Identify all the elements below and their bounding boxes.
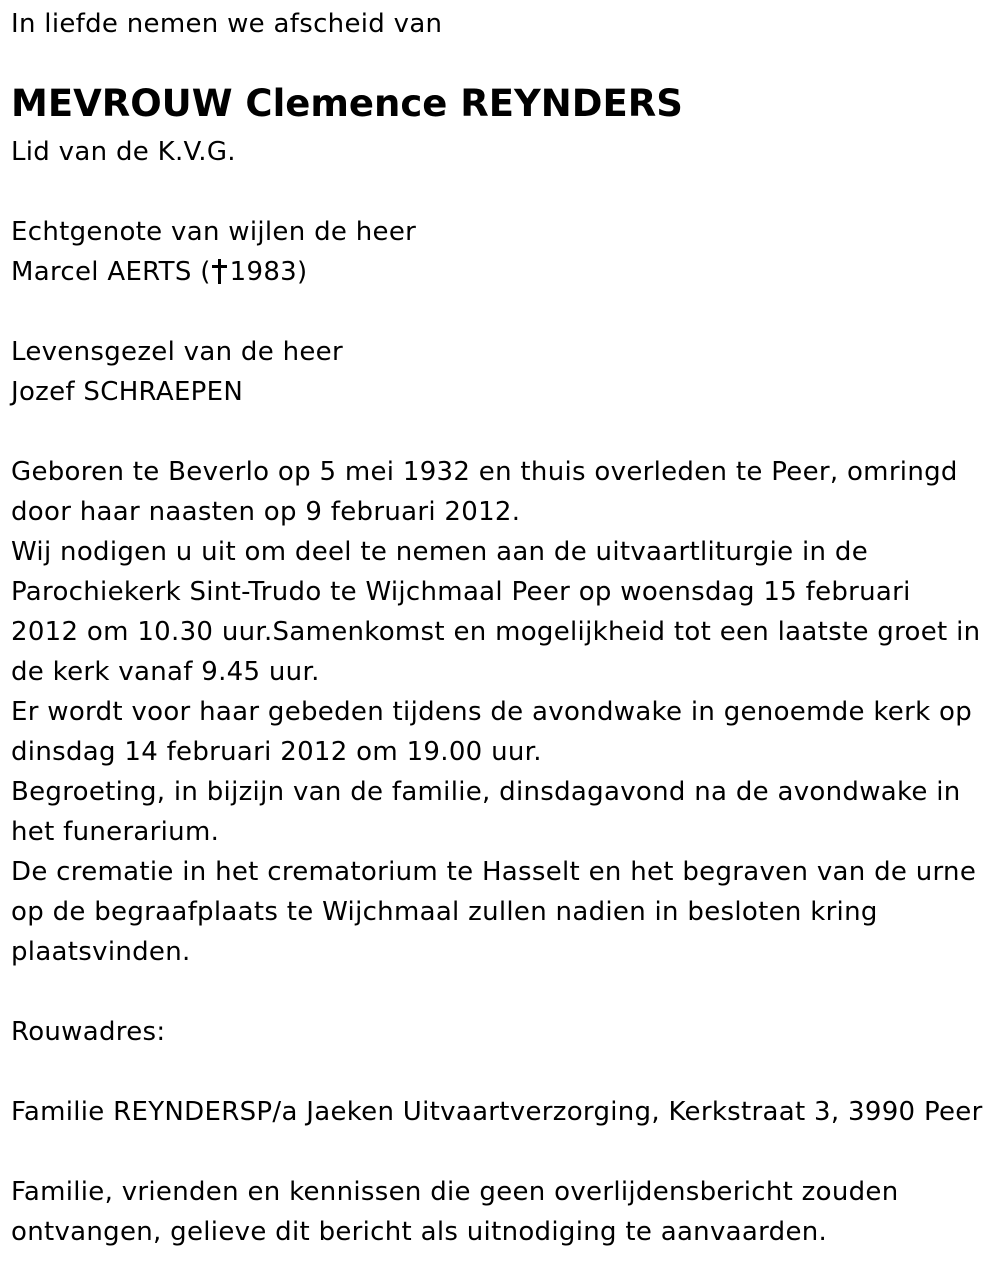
details-line: dinsdag 14 februari 2012 om 19.00 uur. <box>11 737 542 767</box>
details-line: plaatsvinden. <box>11 937 191 967</box>
spouse-death-year: 1983 <box>229 257 298 287</box>
address-label: Rouwadres: <box>11 1017 166 1047</box>
cross-icon <box>212 258 227 284</box>
details-line: Begroeting, in bijzijn van de familie, dinsdagavond na de avondwake in <box>11 777 961 807</box>
spouse-name-suffix: ) <box>297 257 308 287</box>
details-line: het funerarium. <box>11 817 220 847</box>
details-line: de kerk vanaf 9.45 uur. <box>11 657 320 687</box>
spouse-relation: Echtgenote van wijlen de heer <box>11 217 417 247</box>
details-line: door haar naasten op 9 februari 2012. <box>11 497 521 527</box>
partner-name: Jozef SCHRAEPEN <box>11 377 244 407</box>
details-line: Parochiekerk Sint-Trudo te Wijchmaal Peer op woensdag 15 februari <box>11 577 911 607</box>
closing-line: Familie, vrienden en kennissen die geen overlijdensbericht zouden <box>11 1177 899 1207</box>
spacer <box>11 972 991 1012</box>
closing-line: ontvangen, gelieve dit bericht als uitnodiging te aanvaarden. <box>11 1217 828 1247</box>
details-line: Geboren te Beverlo op 5 mei 1932 en thuis overleden te Peer, omringd <box>11 457 958 487</box>
spacer <box>11 1052 991 1092</box>
details-line: op de begraafplaats te Wijchmaal zullen nadien in besloten kring <box>11 897 878 927</box>
membership-text: Lid van de K.V.G. <box>11 137 236 167</box>
spouse-name-prefix: Marcel AERTS ( <box>11 257 211 287</box>
spacer <box>11 412 991 452</box>
closing-note <box>11 1172 991 1252</box>
spouse-name <box>11 252 991 292</box>
partner-relation: Levensgezel van de heer <box>11 337 343 367</box>
details-line: De crematie in het crematorium te Hasselt en het begraven van de urne <box>11 857 977 887</box>
details-line: 2012 om 10.30 uur.Samenkomst en mogelijkheid tot een laatste groet in <box>11 617 981 647</box>
spacer <box>11 292 991 332</box>
address-value: Familie REYNDERSP/a Jaeken Uitvaartverzorging, Kerkstraat 3, 3990 Peer <box>11 1097 983 1127</box>
deceased-name: MEVROUW Clemence REYNDERS <box>11 82 683 125</box>
obituary-notice <box>11 4 991 1252</box>
details-line: Wij nodigen u uit om deel te nemen aan de uitvaartliturgie in de <box>11 537 869 567</box>
funeral-details <box>11 452 991 972</box>
details-line: Er wordt voor haar gebeden tijdens de avondwake in genoemde kerk op <box>11 697 973 727</box>
intro-text: In liefde nemen we afscheid van <box>11 9 443 39</box>
spacer <box>11 1132 991 1172</box>
spacer <box>11 172 991 212</box>
